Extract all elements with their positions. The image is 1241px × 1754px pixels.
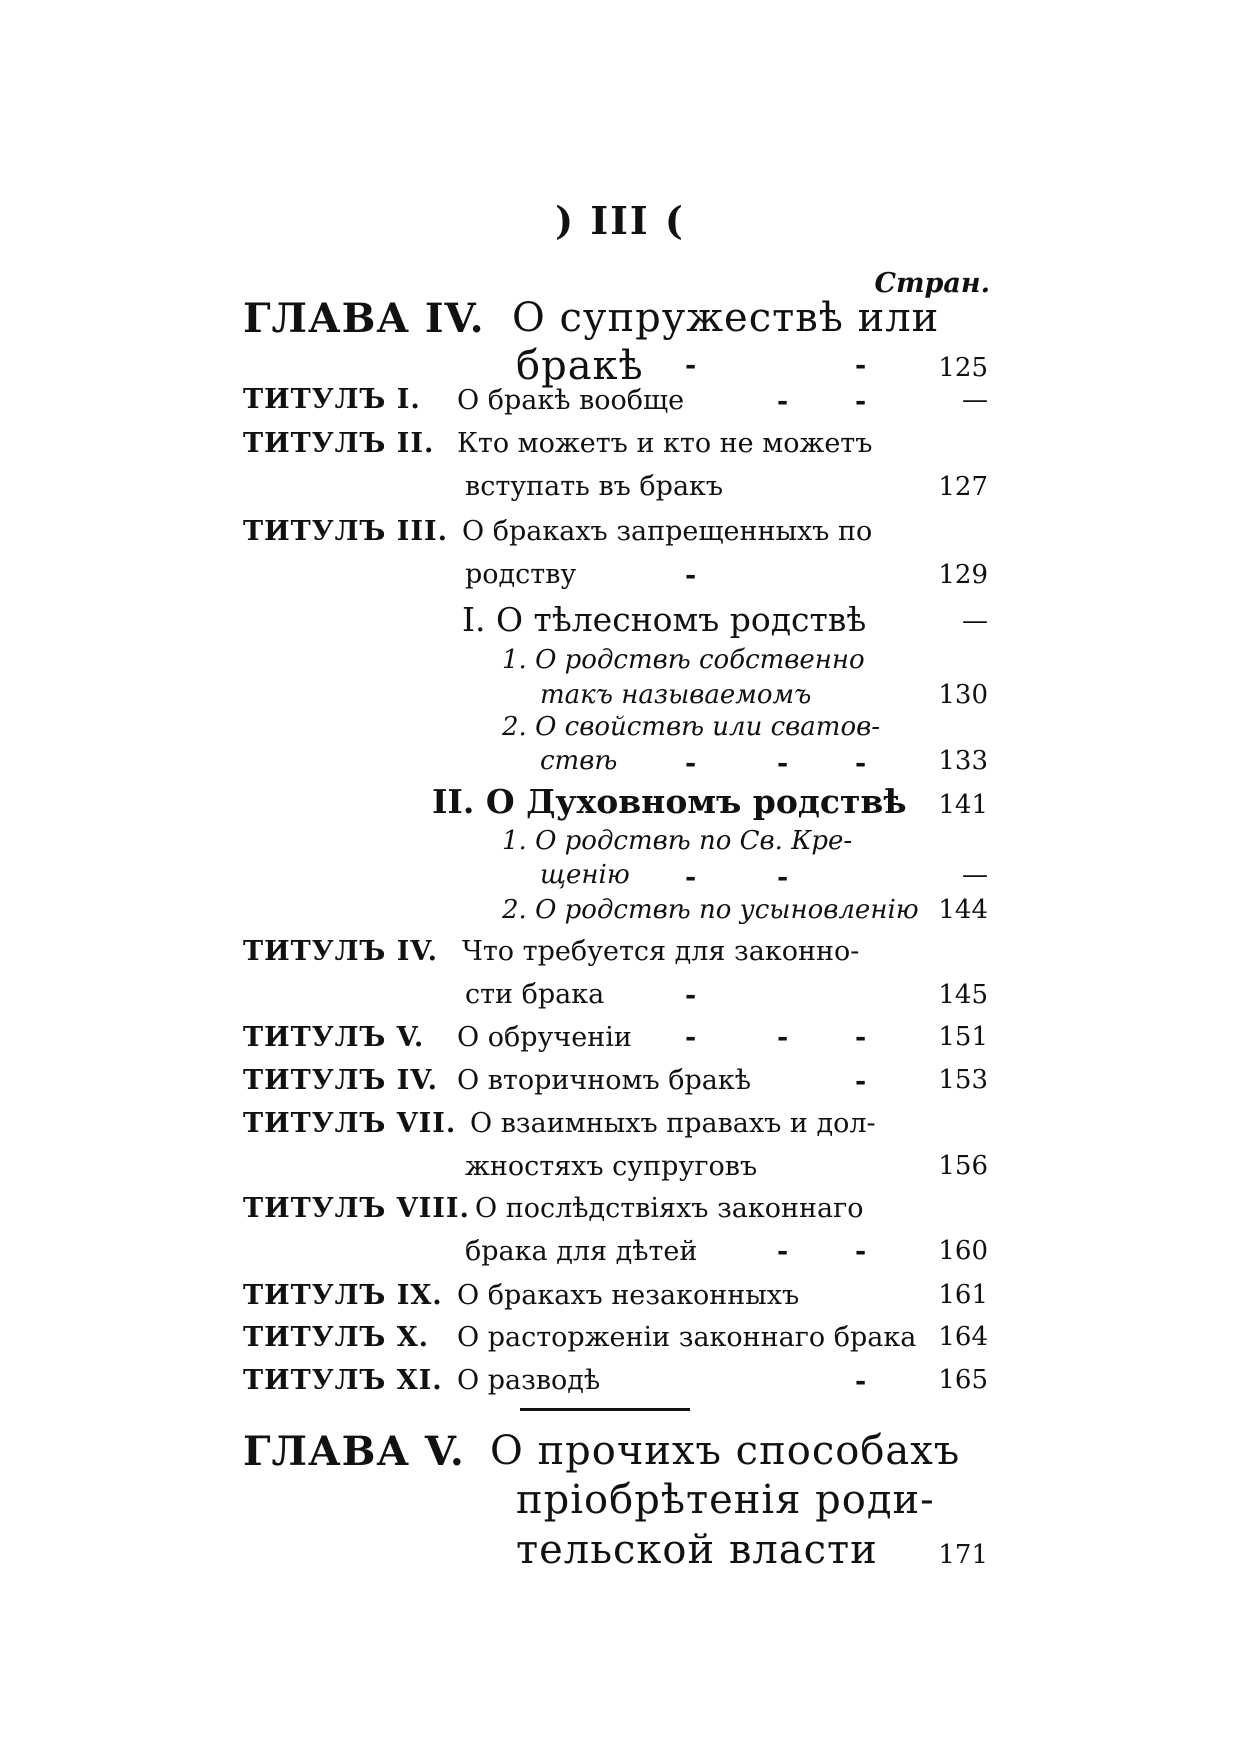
titul-4-label: ТИТУЛЪ IV. bbox=[243, 936, 438, 967]
leader-dash: - bbox=[855, 1022, 867, 1053]
titul-2-text-line1: Кто можетъ и кто не можетъ bbox=[457, 428, 873, 459]
titul-11-text: О разводѣ bbox=[457, 1365, 601, 1396]
leader-dash: - bbox=[777, 1236, 789, 1267]
leader-dash: - bbox=[685, 350, 697, 381]
titul-5-text: О обрученіи bbox=[457, 1022, 632, 1053]
chapter-5-label: ГЛАВА V. bbox=[243, 1428, 465, 1475]
section-1-heading: I. О тѣлесномъ родствѣ bbox=[462, 600, 867, 639]
titul-7-page: 156 bbox=[938, 1151, 988, 1181]
titul-10-text: О расторженіи законнаго брака bbox=[457, 1322, 917, 1353]
section-2-item-1-page: — bbox=[962, 860, 988, 890]
titul-7-text-line1: О взаимныхъ правахъ и дол- bbox=[470, 1108, 876, 1139]
titul-1-page: — bbox=[962, 385, 988, 415]
titul-4-text-line1: Что требуется для законно- bbox=[462, 936, 860, 967]
section-1-item-1-line2: такъ называемомъ bbox=[540, 680, 812, 710]
chapter-5-title-line3: тельской власти bbox=[516, 1527, 878, 1573]
titul-9-text: О бракахъ незаконныхъ bbox=[457, 1280, 800, 1311]
titul-2-label: ТИТУЛЪ II. bbox=[243, 428, 435, 459]
leader-dash: - bbox=[855, 1066, 867, 1097]
section-1-item-1-line1: 1. О родствѣ собственно bbox=[502, 645, 865, 675]
section-2-item-2-text: 2. О родствѣ по усыновленію bbox=[502, 895, 919, 925]
leader-dash: - bbox=[685, 862, 697, 893]
titul-8-text-line1: О послѣдствіяхъ законнаго bbox=[475, 1193, 864, 1224]
section-1-item-2-line1: 2. О свойствѣ или сватов- bbox=[502, 712, 881, 742]
titul-7-text-line2: жностяхъ супруговъ bbox=[465, 1151, 758, 1182]
titul-10-page: 164 bbox=[938, 1322, 988, 1352]
titul-1-text: О бракѣ вообще bbox=[457, 385, 685, 416]
titul-11-page: 165 bbox=[938, 1365, 988, 1395]
leader-dash: - bbox=[685, 980, 697, 1011]
titul-6-text: О вторичномъ бракѣ bbox=[457, 1065, 752, 1096]
leader-dash: - bbox=[855, 350, 867, 381]
titul-3-label: ТИТУЛЪ III. bbox=[243, 516, 448, 547]
section-1-item-1-page: 130 bbox=[938, 680, 988, 710]
chapter-4-label: ГЛАВА IV. bbox=[243, 295, 485, 342]
leader-dash: - bbox=[855, 1236, 867, 1267]
titul-2-text-line2: вступать въ бракъ bbox=[465, 471, 724, 502]
titul-7-label: ТИТУЛЪ VII. bbox=[243, 1108, 457, 1139]
titul-8-text-line2: брака для дѣтей bbox=[465, 1236, 698, 1267]
chapter-5-page: 171 bbox=[938, 1540, 988, 1570]
titul-9-page: 161 bbox=[938, 1280, 988, 1310]
leader-dash: - bbox=[685, 748, 697, 779]
titul-6-page: 153 bbox=[938, 1065, 988, 1095]
titul-9-label: ТИТУЛЪ IX. bbox=[243, 1280, 443, 1311]
titul-3-text-line1: О бракахъ запрещенныхъ по bbox=[462, 516, 873, 547]
leader-dash: - bbox=[777, 386, 789, 417]
titul-4-text-line2: сти брака bbox=[465, 979, 605, 1010]
section-2-item-2-page: 144 bbox=[938, 895, 988, 925]
page-column-header: Стран. bbox=[874, 268, 990, 299]
leader-dash: - bbox=[855, 748, 867, 779]
section-divider bbox=[520, 1408, 690, 1411]
leader-dash: - bbox=[777, 1022, 789, 1053]
titul-2-page: 127 bbox=[938, 472, 988, 502]
titul-10-label: ТИТУЛЪ X. bbox=[243, 1322, 430, 1353]
chapter-5-title-line2: пріобрѣтенія роди- bbox=[516, 1477, 935, 1523]
leader-dash: - bbox=[685, 560, 697, 591]
section-1-item-2-line2: ствѣ bbox=[540, 746, 618, 776]
leader-dash: - bbox=[855, 386, 867, 417]
titul-4-page: 145 bbox=[938, 980, 988, 1010]
leader-dash: - bbox=[777, 862, 789, 893]
titul-3-text-line2: родству bbox=[465, 559, 577, 590]
section-1-item-2-page: 133 bbox=[938, 746, 988, 776]
titul-11-label: ТИТУЛЪ XI. bbox=[243, 1365, 443, 1396]
titul-5-label: ТИТУЛЪ V. bbox=[243, 1022, 425, 1053]
section-1-page: — bbox=[962, 606, 988, 636]
chapter-4-page: 125 bbox=[938, 353, 988, 383]
section-2-item-1-line1: 1. О родствѣ по Св. Кре- bbox=[502, 826, 853, 856]
chapter-4-title-line2: бракѣ bbox=[516, 343, 644, 389]
chapter-4-title-line1: О супружествѣ или bbox=[512, 295, 940, 341]
titul-6-label: ТИТУЛЪ IV. bbox=[243, 1065, 438, 1096]
titul-8-label: ТИТУЛЪ VIII. bbox=[243, 1193, 470, 1224]
titul-3-page: 129 bbox=[938, 560, 988, 590]
leader-dash: - bbox=[855, 1366, 867, 1397]
chapter-5-title-line1: О прочихъ способахъ bbox=[490, 1428, 961, 1474]
leader-dash: - bbox=[777, 748, 789, 779]
page-number: ) III ( bbox=[555, 198, 685, 243]
titul-5-page: 151 bbox=[938, 1022, 988, 1052]
titul-8-page: 160 bbox=[938, 1236, 988, 1266]
section-2-item-1-line2: щенію bbox=[540, 860, 630, 890]
titul-1-label: ТИТУЛЪ I. bbox=[243, 384, 421, 415]
section-2-heading: II. О Духовномъ родствѣ bbox=[432, 782, 907, 821]
section-2-page: 141 bbox=[938, 790, 988, 820]
leader-dash: - bbox=[685, 1022, 697, 1053]
